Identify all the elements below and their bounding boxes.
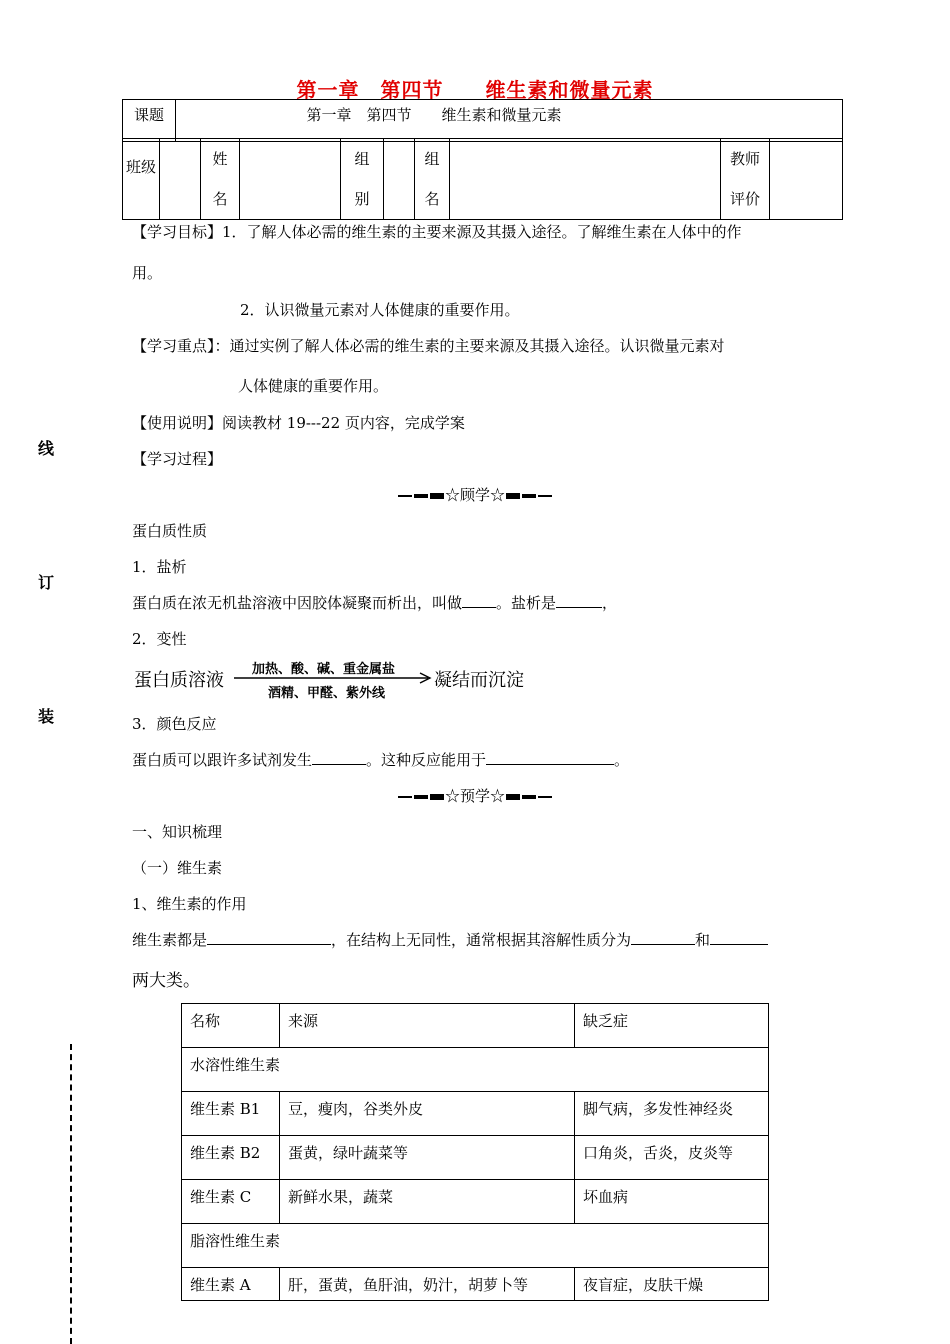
table-group-cell: 脂溶性维生素 bbox=[182, 1224, 769, 1268]
table-cell: 维生素 C bbox=[182, 1180, 280, 1224]
header-table bbox=[122, 99, 843, 142]
group-label-cell bbox=[341, 139, 384, 220]
point1-heading: 1、维生素的作用 bbox=[132, 895, 247, 913]
review-topic: 蛋白质性质 bbox=[132, 522, 208, 540]
review-header: ☆顾学☆ bbox=[444, 486, 505, 504]
table-cell: 豆，瘦肉，谷类外皮 bbox=[280, 1092, 575, 1136]
blank-field[interactable] bbox=[710, 932, 768, 945]
table-group-row bbox=[182, 1048, 769, 1092]
item3-text-c: 。 bbox=[614, 751, 630, 769]
reaction-reactant: 蛋白质溶液 bbox=[134, 670, 224, 691]
process-heading: 【学习过程】 bbox=[132, 450, 223, 468]
fill-text-b: ，在结构上无同性，通常根据其溶解性质分为 bbox=[331, 931, 632, 949]
table-header-cell: 名称 bbox=[182, 1004, 280, 1048]
separator-bar bbox=[414, 795, 428, 799]
vitamin-table bbox=[181, 1003, 769, 1301]
separator-bar bbox=[506, 493, 520, 499]
teacher-label-cell bbox=[721, 139, 770, 220]
item3-title: 3．颜色反应 bbox=[132, 715, 217, 733]
fill-text-c: 和 bbox=[695, 931, 711, 949]
key-points-line2: 人体健康的重要作用。 bbox=[238, 377, 389, 395]
blank-field[interactable] bbox=[556, 595, 602, 608]
objectives-line2: 2．认识微量元素对人体健康的重要作用。 bbox=[240, 301, 520, 319]
table-cell: 维生素 B2 bbox=[182, 1136, 280, 1180]
binding-dashed-line bbox=[70, 1044, 72, 1344]
info-table bbox=[122, 138, 843, 220]
table-header-cell: 来源 bbox=[280, 1004, 575, 1048]
table-row bbox=[182, 1180, 769, 1224]
separator-bar bbox=[522, 494, 536, 498]
item1-text-c: ， bbox=[602, 594, 618, 612]
class-label-cell bbox=[123, 139, 160, 220]
item3-text-a: 蛋白质可以跟许多试剂发生 bbox=[132, 751, 313, 769]
table-cell: 肝，蛋黄，鱼肝油，奶汁，胡萝卜等 bbox=[280, 1268, 575, 1301]
sub1-heading: （一）维生素 bbox=[132, 859, 223, 877]
preview-separator bbox=[0, 785, 950, 806]
header-value: 第一章 第四节 维生素和微量元素 bbox=[176, 100, 843, 142]
separator-bar bbox=[522, 795, 536, 799]
name-label-cell bbox=[201, 139, 240, 220]
group-label: 组别 bbox=[354, 150, 370, 208]
separator-bar bbox=[538, 495, 552, 497]
group-value-cell[interactable] bbox=[384, 139, 415, 220]
item1-text-b: 。盐析是 bbox=[496, 594, 557, 612]
blank-field[interactable] bbox=[207, 932, 331, 945]
section1-heading: 一、知识梳理 bbox=[132, 823, 223, 841]
item1-text-a: 蛋白质在浓无机盐溶液中因胶体凝聚而析出，叫做 bbox=[132, 594, 463, 612]
class-value-cell[interactable] bbox=[160, 139, 201, 220]
key-points-line1: 【学习重点】：通过实例了解人体必需的维生素的主要来源及其摄入途径。认识微量元素对 bbox=[132, 337, 725, 355]
separator-bar bbox=[538, 796, 552, 798]
denaturation-reaction bbox=[134, 656, 554, 700]
table-cell: 夜盲症，皮肤干燥 bbox=[575, 1268, 769, 1301]
name-value-cell[interactable] bbox=[240, 139, 341, 220]
table-row bbox=[182, 1136, 769, 1180]
margin-seal-char: 装 bbox=[38, 707, 55, 726]
table-row bbox=[182, 1268, 769, 1301]
margin-line-char: 线 bbox=[38, 439, 55, 458]
table-cell: 脚气病，多发性神经炎 bbox=[575, 1092, 769, 1136]
objectives-line1b: 用。 bbox=[132, 264, 163, 282]
fill-text-a: 维生素都是 bbox=[132, 931, 208, 949]
objectives-line1: 【学习目标】1．了解人体必需的维生素的主要来源及其摄入途径。了解维生素在人体中的作 bbox=[132, 223, 742, 241]
table-cell: 口角炎，舌炎，皮炎等 bbox=[575, 1136, 769, 1180]
separator-bar bbox=[430, 493, 444, 499]
separator-bar bbox=[506, 794, 520, 800]
table-cell: 坏血病 bbox=[575, 1180, 769, 1224]
usage-note: 【使用说明】阅读教材 19---22 页内容，完成学案 bbox=[132, 414, 465, 432]
reaction-condition-bottom: 酒精、甲醛、紫外线 bbox=[268, 686, 386, 701]
item3-text-b: 。这种反应能用于 bbox=[366, 751, 487, 769]
blank-field[interactable] bbox=[631, 932, 695, 945]
item1-title: 1．盐析 bbox=[132, 558, 187, 576]
class-label: 班级 bbox=[125, 158, 156, 176]
item1-text bbox=[132, 592, 617, 613]
blank-field[interactable] bbox=[462, 595, 496, 608]
name-label: 姓名 bbox=[212, 150, 228, 208]
group-name-label-cell bbox=[415, 139, 450, 220]
reaction-condition-top: 加热、酸、碱、重金属盐 bbox=[252, 662, 396, 677]
blank-field[interactable] bbox=[312, 752, 366, 765]
table-cell: 维生素 B1 bbox=[182, 1092, 280, 1136]
table-group-row bbox=[182, 1224, 769, 1268]
separator-bar bbox=[414, 494, 428, 498]
reaction-product: 凝结而沉淀 bbox=[434, 670, 524, 691]
separator-bar bbox=[398, 495, 412, 497]
table-cell: 新鲜水果，蔬菜 bbox=[280, 1180, 575, 1224]
table-cell: 维生素 A bbox=[182, 1268, 280, 1301]
table-cell: 蛋黄，绿叶蔬菜等 bbox=[280, 1136, 575, 1180]
item2-title: 2．变性 bbox=[132, 630, 187, 648]
blank-field[interactable] bbox=[486, 752, 614, 765]
separator-bar bbox=[398, 796, 412, 798]
table-row bbox=[182, 1092, 769, 1136]
fill-line bbox=[132, 929, 768, 950]
preview-header: ☆预学☆ bbox=[444, 787, 505, 805]
table-group-cell: 水溶性维生素 bbox=[182, 1048, 769, 1092]
header-label: 课题 bbox=[123, 100, 176, 142]
teacher-value-cell[interactable] bbox=[770, 139, 843, 220]
margin-bind-char: 订 bbox=[38, 573, 55, 592]
page-title: 第一章 第四节 维生素和微量元素 bbox=[296, 78, 654, 102]
fill-text-d: 两大类。 bbox=[132, 971, 200, 991]
group-name-label: 组名 bbox=[424, 150, 440, 208]
separator-bar bbox=[430, 794, 444, 800]
group-name-value-cell[interactable] bbox=[450, 139, 721, 220]
table-header-row bbox=[182, 1004, 769, 1048]
review-separator bbox=[0, 484, 950, 505]
table-header-cell: 缺乏症 bbox=[575, 1004, 769, 1048]
teacher-label: 教师评价 bbox=[729, 150, 760, 208]
item3-text bbox=[132, 749, 629, 770]
